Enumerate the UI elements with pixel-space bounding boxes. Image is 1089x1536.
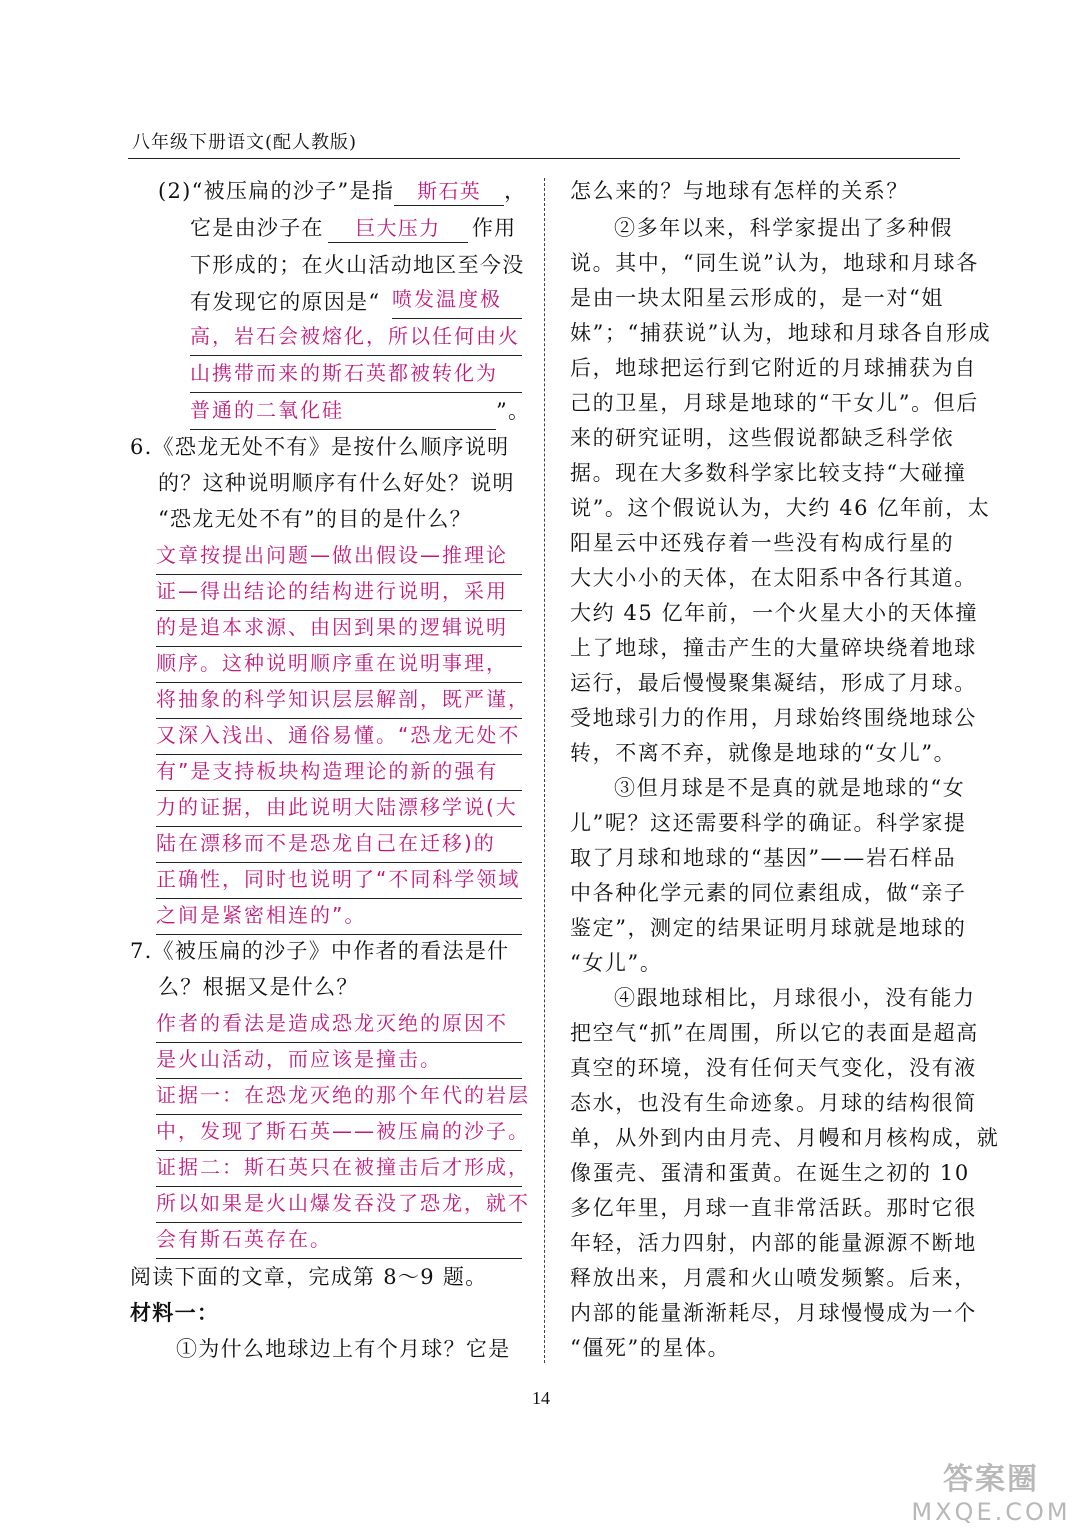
q6-prompt-line-1: 6.《恐龙无处不有》是按什么顺序说明 bbox=[130, 435, 510, 459]
q5-2-close-quote: ”。 bbox=[496, 399, 531, 423]
passage-line: 中各种化学元素的同位素组成，做“亲子 bbox=[570, 881, 967, 905]
passage-line: 己的卫星，月球是地球的“干女儿”。但后 bbox=[570, 391, 979, 415]
q5-2-comma: ， bbox=[504, 179, 527, 203]
passage-line: 释放出来，月震和火山喷发频繁。后来， bbox=[570, 1266, 977, 1290]
answer-blank-3-line-4[interactable]: 普通的二氧化硅 bbox=[190, 395, 496, 430]
q7-answer-line[interactable]: 作者的看法是造成恐龙灭绝的原因不 bbox=[156, 1008, 522, 1043]
passage-line: 真空的环境，没有任何天气变化，没有液 bbox=[570, 1056, 977, 1080]
q6-answer-line[interactable]: 有”是支持板块构造理论的新的强有 bbox=[156, 756, 522, 791]
q7-answer-line[interactable]: 证据二：斯石英只在被撞击后才形成， bbox=[156, 1152, 522, 1187]
answer-blank-3-line-3[interactable]: 山携带而来的斯石英都被转化为 bbox=[190, 358, 522, 393]
passage-line: ④跟地球相比，月球很小，没有能力 bbox=[614, 986, 976, 1010]
passage-line: 儿”呢？这还需要科学的确证。科学家提 bbox=[570, 811, 967, 835]
watermark-logo-text: 答案圈 bbox=[943, 1462, 1039, 1497]
q6-answer-line[interactable]: 证—得出结论的结构进行说明，采用 bbox=[156, 576, 522, 611]
q5-2-text: 它是由沙子在 bbox=[190, 216, 324, 240]
book-header: 八年级下册语文(配人教版) bbox=[132, 132, 358, 153]
passage-line: 阳星云中还残存着一些没有构成行星的 bbox=[570, 531, 955, 555]
passage-line: 是由一块太阳星云形成的，是一对“姐 bbox=[570, 286, 944, 310]
q6-answer-line[interactable]: 力的证据，由此说明大陆漂移学说(大 bbox=[156, 792, 522, 827]
q5-2-line-4 bbox=[190, 287, 380, 317]
passage-line: 内部的能量渐渐耗尽，月球慢慢成为一个 bbox=[570, 1301, 977, 1325]
q7-answer-line[interactable]: 会有斯石英存在。 bbox=[156, 1224, 522, 1259]
q7-answer-line[interactable]: 中，发现了斯石英——被压扁的沙子。 bbox=[156, 1116, 522, 1151]
q5-2-line-2 bbox=[190, 213, 516, 243]
passage-line: 鉴定”，测定的结果证明月球就是地球的 bbox=[570, 916, 967, 940]
passage-line: 单，从外到内由月壳、月幔和月核构成，就 bbox=[570, 1126, 1000, 1150]
passage-line: 运行，最后慢慢聚集凝结，形成了月球。 bbox=[570, 671, 977, 695]
passage-line: ③但月球是不是真的就是地球的“女 bbox=[614, 776, 966, 800]
passage-line: 取了月球和地球的“基因”——岩石样品 bbox=[570, 846, 957, 870]
answer-blank-3-line-2[interactable]: 高，岩石会被熔化，所以任何由火 bbox=[190, 321, 522, 356]
q5-2-line-3: 下形成的；在火山活动地区至今没 bbox=[190, 253, 525, 277]
q6-answer-line[interactable]: 又深入浅出、通俗易懂。“恐龙无处不 bbox=[156, 720, 522, 755]
q7-prompt-line-2: 么？根据又是什么？ bbox=[158, 975, 359, 999]
passage-line: “僵死”的星体。 bbox=[570, 1336, 731, 1360]
material-paragraph-1: ①为什么地球边上有个月球？它是 bbox=[176, 1337, 511, 1361]
q6-answer-line[interactable]: 陆在漂移而不是恐龙自己在迁移)的 bbox=[156, 828, 522, 863]
site-watermark bbox=[906, 1462, 1076, 1528]
passage-line: 上了地球，撞击产生的大量碎块绕着地球 bbox=[570, 636, 977, 660]
q6-prompt-line-3: “恐龙无处不有”的目的是什么？ bbox=[158, 507, 472, 531]
passage-line: 态水，也没有生命迹象。月球的结构很简 bbox=[570, 1091, 977, 1115]
passage-line: 大大小小的天体，在太阳系中各行其道。 bbox=[570, 566, 977, 590]
passage-line: 来的研究证明，这些假说都缺乏科学依 bbox=[570, 426, 955, 450]
page-number: 14 bbox=[532, 1388, 550, 1408]
q6-answer-line[interactable]: 的是追本求源、由因到果的逻辑说明 bbox=[156, 612, 522, 647]
answer-blank-1[interactable]: 斯石英 bbox=[394, 177, 504, 206]
reading-instruction: 阅读下面的文章，完成第 8～9 题。 bbox=[130, 1265, 488, 1289]
q6-prompt-line-2: 的？这种说明顺序有什么好处？说明 bbox=[158, 471, 515, 495]
header-divider bbox=[128, 158, 960, 159]
q6-answer-line[interactable]: 文章按提出问题—做出假设—推理论 bbox=[156, 540, 522, 575]
answer-blank-2[interactable]: 巨大压力 bbox=[328, 214, 468, 243]
q5-2-text: 作用 bbox=[471, 216, 517, 240]
q7-answer-line[interactable]: 是火山活动，而应该是撞击。 bbox=[156, 1044, 522, 1079]
q5-2-text: 有发现它的原因是“ bbox=[190, 290, 381, 314]
passage-line: 怎么来的？与地球有怎样的关系？ bbox=[570, 179, 909, 203]
column-divider bbox=[544, 178, 545, 1363]
passage-line: 年轻，活力四射，内部的能量源源不断地 bbox=[570, 1231, 977, 1255]
q6-answer-line[interactable]: 将抽象的科学知识层层解剖，既严谨， bbox=[156, 684, 522, 719]
passage-line: 多亿年里，月球一直非常活跃。那时它很 bbox=[570, 1196, 977, 1220]
passage-line: 说。其中，“同生说”认为，地球和月球各 bbox=[570, 251, 979, 275]
answer-blank-3-line-1[interactable]: 喷发温度极 bbox=[392, 284, 522, 319]
material-one-label: 材料一： bbox=[130, 1300, 220, 1325]
q6-answer-line[interactable]: 顺序。这种说明顺序重在说明事理， bbox=[156, 648, 522, 683]
passage-line: 像蛋壳、蛋清和蛋黄。在诞生之初的 10 bbox=[570, 1161, 970, 1185]
q7-answer-line[interactable]: 证据一：在恐龙灭绝的那个年代的岩层 bbox=[156, 1080, 522, 1115]
passage-line: 大约 45 亿年前，一个火星大小的天体撞 bbox=[570, 601, 979, 625]
passage-line: 转，不离不弃，就像是地球的“女儿”。 bbox=[570, 741, 957, 765]
q7-prompt-line-1: 7.《被压扁的沙子》中作者的看法是什 bbox=[130, 939, 510, 963]
passage-line: “女儿”。 bbox=[570, 951, 663, 975]
watermark-url: MXQE.COM bbox=[911, 1498, 1071, 1526]
q5-2-line-1 bbox=[158, 176, 526, 206]
q6-answer-line[interactable]: 之间是紧密相连的”。 bbox=[156, 900, 522, 935]
q7-answer-line[interactable]: 所以如果是火山爆发吞没了恐龙，就不 bbox=[156, 1188, 522, 1223]
passage-line: 妹”；“捕获说”认为，地球和月球各自形成 bbox=[570, 321, 992, 345]
q6-answer-line[interactable]: 正确性，同时也说明了“不同科学领域 bbox=[156, 864, 522, 899]
passage-line: 据。现在大多数科学家比较支持“大碰撞 bbox=[570, 461, 967, 485]
passage-line: 说”。这个假说认为，大约 46 亿年前，太 bbox=[570, 496, 991, 520]
passage-line: ②多年以来，科学家提出了多种假 bbox=[614, 216, 953, 240]
passage-line: 受地球引力的作用，月球始终围绕地球公 bbox=[570, 706, 977, 730]
passage-line: 后，地球把运行到它附近的月球捕获为自 bbox=[570, 356, 977, 380]
q5-2-prompt: (2)“被压扁的沙子”是指 bbox=[158, 179, 395, 203]
passage-line: 把空气“抓”在周围，所以它的表面是超高 bbox=[570, 1021, 979, 1045]
